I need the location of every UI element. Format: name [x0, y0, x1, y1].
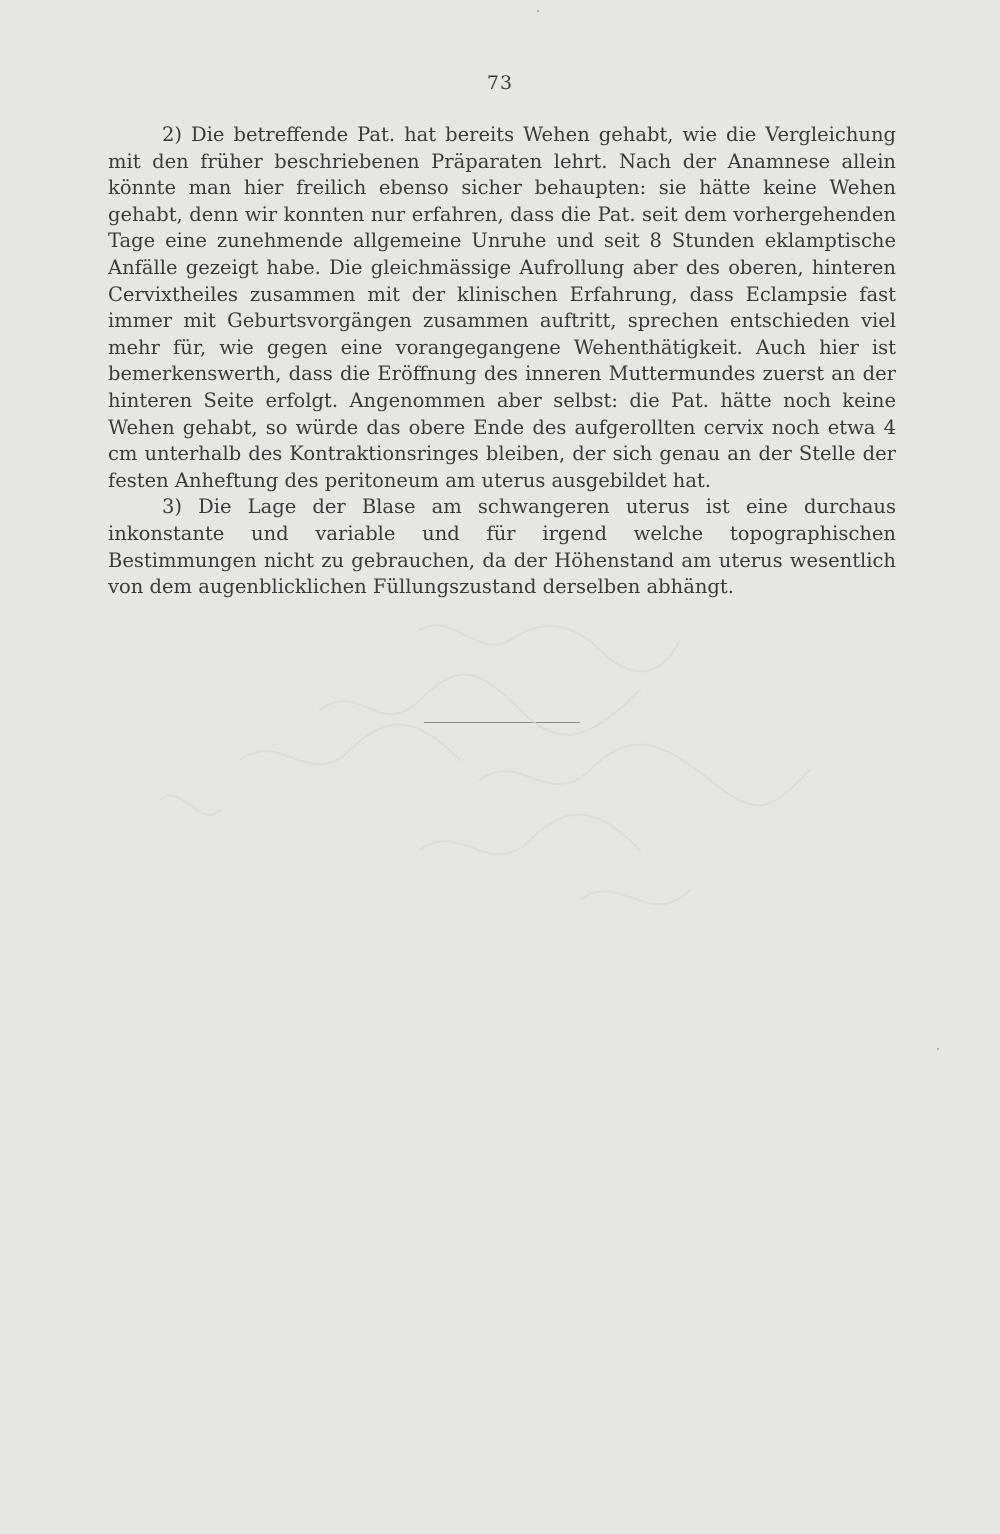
paragraph-3: 3) Die Lage der Blase am schwangeren uterus ist eine durchaus inkonstante und variable und für irgend welche topographischen Bestimmungen nicht zu gebrauchen, da der Höhenstand am uterus wesentlich von dem augenblicklichen Füllungszustand derselben abhängt.	[108, 495, 896, 599]
show-through-handwriting	[120, 600, 880, 1020]
paper-speck	[937, 1048, 939, 1050]
paragraph-2: 2) Die betreffende Pat. hat bereits Wehen gehabt, wie die Vergleichung mit den früher beschriebenen Präparaten lehrt. Nach der Anamnese allein könnte man hier freilich ebenso sicher behaupten: sie hätte keine Wehen gehabt, denn wir konnten nur erfahren, dass die Pat. seit dem vorhergehenden Tage eine zunehmende allgemeine Unruhe und seit 8 Stunden eklamptische Anfälle gezeigt habe. Die gleichmässige Aufrollung aber des oberen, hinteren Cervixtheiles zusammen mit der klinischen Erfahrung, dass Eclampsie fast immer mit Geburtsvorgängen zusammen auftritt, sprechen entschieden viel mehr für, wie gegen eine vorangegangene Wehenthätigkeit. Auch hier ist bemerkenswerth, dass die Eröffnung des inneren Muttermundes zuerst an der hinteren Seite erfolgt. Angenommen aber selbst: die Pat. hätte noch keine Wehen gehabt, so würde das obere Ende des aufgerollten cervix noch etwa 4 cm unterhalb des Kontraktionsringes bleiben, der sich genau an der Stelle der festen Anheftung des peritoneum am uterus ausgebildet hat.	[108, 123, 896, 492]
section-divider-rule	[424, 722, 580, 723]
paper-speck	[537, 10, 539, 12]
page-number: 73	[486, 72, 514, 94]
body-text	[108, 122, 896, 601]
